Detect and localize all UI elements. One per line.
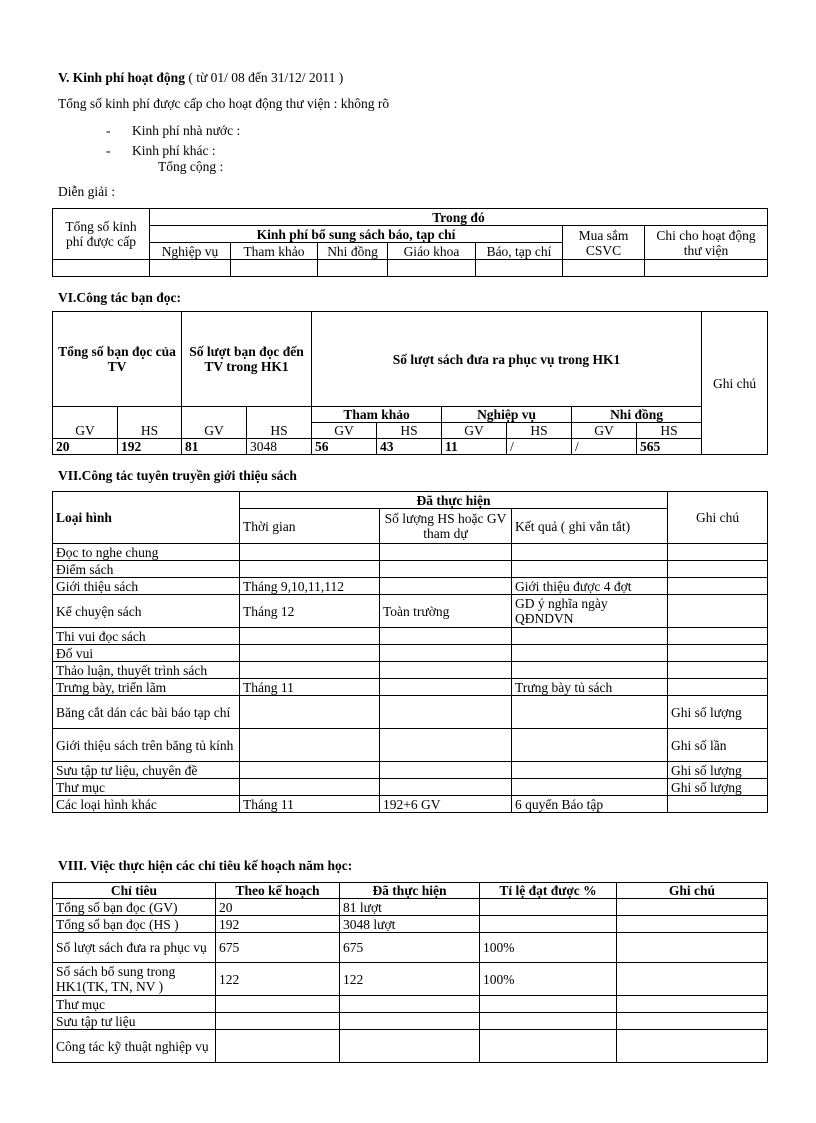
- table-row: [53, 544, 768, 561]
- bullet-other-funding: Kinh phí khác :: [132, 143, 216, 158]
- gv-header: GV: [182, 407, 247, 439]
- cell-qty: [380, 561, 512, 578]
- cell-result: GD ý nghĩa ngày QĐNDVN: [512, 595, 668, 628]
- cell-plan: 122: [216, 963, 340, 996]
- table-row: [53, 645, 768, 662]
- cell-result: [512, 544, 668, 561]
- cell-result: [512, 729, 668, 762]
- cell-note: [617, 963, 768, 996]
- bullet-state-funding: Kinh phí nhà nước :: [132, 123, 241, 138]
- cell-time: [240, 645, 380, 662]
- cell-note: Ghi số lần: [668, 729, 768, 762]
- funding-total-header: Tổng số kinh phí được cấp: [53, 209, 150, 260]
- done-header: Đã thực hiện: [340, 883, 480, 899]
- reader-table: [52, 311, 768, 455]
- table-row: [53, 779, 768, 796]
- cell-name: Giới thiệu sách trên băng tủ kính: [53, 729, 240, 762]
- cell-name: Thư mục: [53, 779, 240, 796]
- cell-qty: [380, 679, 512, 696]
- value-cell: 43: [377, 439, 442, 455]
- books-served-header: Số lượt sách đưa ra phục vụ trong HK1: [312, 312, 702, 407]
- participants-header: Số lượng HS hoặc GV tham dự: [380, 509, 512, 544]
- cell-qty: [380, 729, 512, 762]
- cell-name: Công tác kỹ thuật nghiệp vụ: [53, 1030, 216, 1063]
- table-row: [53, 561, 768, 578]
- section-5-title: V. Kinh phí hoạt động: [58, 70, 185, 85]
- trong-do-header: Trong đó: [150, 209, 768, 226]
- cell-name: Tổng số bạn đọc (HS ): [53, 916, 216, 933]
- cell-rate: [480, 899, 617, 916]
- table-row: [53, 578, 768, 595]
- table-row: [53, 662, 768, 679]
- cell-name: Thi vui đọc sách: [53, 628, 240, 645]
- cell-qty: [380, 762, 512, 779]
- promotion-table: [52, 491, 768, 813]
- cell-time: Tháng 12: [240, 595, 380, 628]
- cell-name: Thư mục: [53, 996, 216, 1013]
- plan-header: Theo kế hoạch: [216, 883, 340, 899]
- cell-rate: 100%: [480, 963, 617, 996]
- cell-name: Trưng bày, triển lãm: [53, 679, 240, 696]
- bullet-dash: -: [106, 123, 111, 138]
- table-row: [53, 628, 768, 645]
- cell-name: Sưu tập tư liệu: [53, 1013, 216, 1030]
- cell-note: [617, 996, 768, 1013]
- cell-result: [512, 561, 668, 578]
- funding-total-label: Tổng cộng :: [158, 159, 224, 174]
- table-row: [53, 933, 768, 963]
- table-cell: [563, 260, 645, 277]
- value-cell: 3048: [247, 439, 312, 455]
- sub-header: Báo, tạp chí: [476, 243, 563, 260]
- cell-plan: [216, 1030, 340, 1063]
- cell-plan: [216, 996, 340, 1013]
- note-header: Ghi chú: [617, 883, 768, 899]
- cell-plan: 675: [216, 933, 340, 963]
- sub-header: Nghiệp vụ: [150, 243, 231, 260]
- section-7-title: VII.Công tác tuyên truyền giới thiệu sách: [58, 468, 297, 483]
- cell-time: [240, 544, 380, 561]
- table-row: [53, 762, 768, 779]
- cell-qty: [380, 628, 512, 645]
- cell-result: [512, 779, 668, 796]
- cell-time: [240, 561, 380, 578]
- section-6-title: VI.Công tác bạn đọc:: [58, 290, 182, 305]
- cell-note: [617, 1030, 768, 1063]
- cell-time: [240, 696, 380, 729]
- table-row: [53, 963, 768, 996]
- cell-done: 3048 lượt: [340, 916, 480, 933]
- cell-name: Kể chuyện sách: [53, 595, 240, 628]
- cell-time: [240, 662, 380, 679]
- section-5-heading: [58, 70, 343, 86]
- value-cell: 81: [182, 439, 247, 455]
- cell-rate: [480, 916, 617, 933]
- bullet-dash: -: [106, 143, 111, 158]
- sub-header: Giáo khoa: [388, 243, 476, 260]
- value-cell: 565: [637, 439, 702, 455]
- result-header: Kết quả ( ghi vắn tắt): [512, 509, 668, 544]
- table-row: [53, 899, 768, 916]
- table-row: [53, 729, 768, 762]
- gv-header: GV: [312, 423, 377, 439]
- cell-time: Tháng 9,10,11,112: [240, 578, 380, 595]
- cell-done: 122: [340, 963, 480, 996]
- cell-note: [668, 679, 768, 696]
- cell-name: Điểm sách: [53, 561, 240, 578]
- table-row: [53, 679, 768, 696]
- cell-name: Số lượt sách đưa ra phục vụ: [53, 933, 216, 963]
- cell-note: [617, 899, 768, 916]
- cell-done: [340, 1030, 480, 1063]
- cell-time: [240, 628, 380, 645]
- cell-note: Ghi số lượng: [668, 762, 768, 779]
- cell-note: [668, 662, 768, 679]
- library-activity-header: Chi cho hoạt động thư viện: [645, 226, 768, 260]
- cell-time: Tháng 11: [240, 679, 380, 696]
- cell-time: [240, 779, 380, 796]
- value-cell: /: [572, 439, 637, 455]
- gv-header: GV: [53, 407, 118, 439]
- value-cell: 56: [312, 439, 377, 455]
- table-row: [53, 1013, 768, 1030]
- cell-qty: [380, 645, 512, 662]
- cell-name: Sưu tập tư liệu, chuyên đề: [53, 762, 240, 779]
- table-cell: [388, 260, 476, 277]
- table-cell: [150, 260, 231, 277]
- cell-result: [512, 645, 668, 662]
- plan-table: [52, 882, 768, 1063]
- cell-result: [512, 662, 668, 679]
- table-row: [53, 1030, 768, 1063]
- sub-header: Tham khảo: [231, 243, 318, 260]
- cell-note: [617, 916, 768, 933]
- criteria-header: Chỉ tiêu: [53, 883, 216, 899]
- cell-name: Các loại hình khác: [53, 796, 240, 813]
- value-cell: 11: [442, 439, 507, 455]
- table-cell: [476, 260, 563, 277]
- cell-plan: 20: [216, 899, 340, 916]
- cell-qty: [380, 578, 512, 595]
- table-cell: [318, 260, 388, 277]
- gv-header: GV: [572, 423, 637, 439]
- cell-note: [668, 561, 768, 578]
- cell-note: Ghi số lượng: [668, 779, 768, 796]
- cell-result: Trưng bày tủ sách: [512, 679, 668, 696]
- section-8-title: VIII. Việc thực hiện các chỉ tiêu kế hoạch năm học:: [58, 858, 353, 873]
- group-header-children: Nhi đồng: [572, 407, 702, 423]
- group-header-professional: Nghiệp vụ: [442, 407, 572, 423]
- total-funding-line: Tổng số kinh phí được cấp cho hoạt động thư viện : không rõ: [58, 96, 390, 111]
- cell-note: [668, 628, 768, 645]
- gv-header: GV: [442, 423, 507, 439]
- cell-result: Giới thiệu được 4 đợt: [512, 578, 668, 595]
- table-cell: [645, 260, 768, 277]
- cell-result: [512, 628, 668, 645]
- section-5-period: ( từ 01/ 08 đến 31/12/ 2011 ): [188, 70, 344, 85]
- equipment-header: Mua sắm CSVC: [563, 226, 645, 260]
- table-row: [53, 916, 768, 933]
- cell-note: [668, 796, 768, 813]
- table-row: [53, 796, 768, 813]
- cell-result: [512, 696, 668, 729]
- cell-name: Thảo luận, thuyết trình sách: [53, 662, 240, 679]
- cell-result: 6 quyển Báo tập: [512, 796, 668, 813]
- explain-label: Diễn giải :: [58, 184, 115, 199]
- table-row: [53, 595, 768, 628]
- cell-done: 675: [340, 933, 480, 963]
- type-header: Loại hình: [53, 492, 240, 544]
- cell-note: [617, 933, 768, 963]
- sub-header: Nhi đồng: [318, 243, 388, 260]
- cell-note: Ghi số lượng: [668, 696, 768, 729]
- cell-result: [512, 762, 668, 779]
- cell-done: 81 lượt: [340, 899, 480, 916]
- cell-note: [668, 578, 768, 595]
- cell-time: [240, 762, 380, 779]
- cell-name: Băng cắt dán các bài báo tạp chí: [53, 696, 240, 729]
- value-cell: /: [507, 439, 572, 455]
- total-readers-header: Tổng số bạn đọc của TV: [53, 312, 182, 407]
- cell-note: [668, 544, 768, 561]
- cell-name: Tổng số bạn đọc (GV): [53, 899, 216, 916]
- cell-name: Đọc to nghe chung: [53, 544, 240, 561]
- cell-time: Tháng 11: [240, 796, 380, 813]
- cell-rate: [480, 1030, 617, 1063]
- table-row: [53, 996, 768, 1013]
- rate-header: Tỉ lệ đạt được %: [480, 883, 617, 899]
- table-cell: [231, 260, 318, 277]
- note-header: Ghi chú: [668, 492, 768, 544]
- hs-header: HS: [118, 407, 182, 439]
- group-header-reference: Tham khảo: [312, 407, 442, 423]
- cell-time: [240, 729, 380, 762]
- time-header: Thời gian: [240, 509, 380, 544]
- cell-qty: [380, 779, 512, 796]
- value-cell: 20: [53, 439, 118, 455]
- visits-header: Số lượt bạn đọc đến TV trong HK1: [182, 312, 312, 407]
- cell-plan: 192: [216, 916, 340, 933]
- value-cell: 192: [118, 439, 182, 455]
- cell-rate: 100%: [480, 933, 617, 963]
- done-header: Đã thực hiện: [240, 492, 668, 509]
- cell-plan: [216, 1013, 340, 1030]
- cell-name: Số sách bổ sung trong HK1(TK, TN, NV ): [53, 963, 216, 996]
- cell-name: Giới thiệu sách: [53, 578, 240, 595]
- hs-header: HS: [377, 423, 442, 439]
- hs-header: HS: [247, 407, 312, 439]
- hs-header: HS: [507, 423, 572, 439]
- cell-qty: [380, 696, 512, 729]
- table-cell: [53, 260, 150, 277]
- hs-header: HS: [637, 423, 702, 439]
- cell-name: Đố vui: [53, 645, 240, 662]
- cell-rate: [480, 996, 617, 1013]
- cell-note: [668, 595, 768, 628]
- cell-qty: 192+6 GV: [380, 796, 512, 813]
- cell-note: [668, 645, 768, 662]
- cell-rate: [480, 1013, 617, 1030]
- cell-done: [340, 1013, 480, 1030]
- cell-note: [617, 1013, 768, 1030]
- supplement-header: Kinh phí bổ sung sách báo, tạp chí: [150, 226, 563, 243]
- cell-qty: Toàn trường: [380, 595, 512, 628]
- cell-done: [340, 996, 480, 1013]
- cell-qty: [380, 544, 512, 561]
- cell-qty: [380, 662, 512, 679]
- table-row: [53, 696, 768, 729]
- funding-table: [52, 208, 768, 277]
- note-header: Ghi chú: [702, 312, 768, 455]
